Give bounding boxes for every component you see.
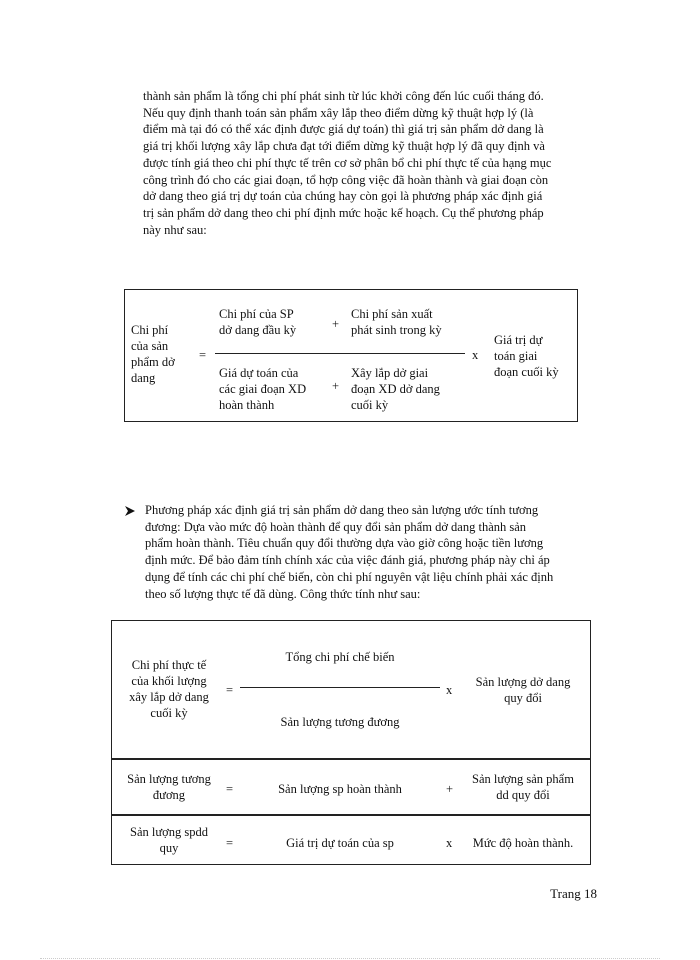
formula2-row2-lhs-line: Sản lượng tương: [127, 772, 211, 786]
formula1-numerator-a-line: dở dang đầu kỳ: [219, 323, 297, 337]
formula2-row1-lhs: [114, 657, 224, 721]
formula-box-2-row-1: [111, 620, 591, 760]
formula2-row1-lhs-line: của khối lượng: [131, 674, 207, 688]
formula2-row3-equals: =: [226, 836, 234, 850]
formula1-denominator-b-line: đoạn XD dở dang: [351, 382, 440, 396]
formula1-denominator-a: [219, 365, 331, 413]
formula2-row2-rhs: [464, 771, 582, 803]
formula2-row1-equals: =: [226, 683, 234, 697]
text-line: công trình đó cho các giai đoạn, tổ hợp công việc đã hoàn thành và giai đoạn còn: [143, 172, 549, 187]
formula2-row1-lhs-line: Chi phí thực tế: [131, 658, 207, 672]
formula2-row1-lhs-line: cuối kỳ: [150, 706, 188, 720]
text-line: điểm mà tại đó có thể xác định được giá dự toán) thì giá trị sản phẩm dở dang là: [143, 122, 544, 137]
formula1-numerator-b: [351, 306, 471, 338]
formula1-plus-top: +: [332, 317, 340, 331]
formula1-equals: =: [199, 348, 207, 362]
formula1-rhs: [494, 332, 572, 380]
formula1-denominator-a-line: các giai đoạn XD: [219, 382, 307, 396]
text-line: phẩm hoàn thành. Tiêu chuẩn quy đổi thường dựa vào giờ công hoặc tiền lương: [145, 536, 544, 551]
formula2-row3-lhs: [114, 824, 224, 856]
text-line: thành sản phẩm là tổng chi phí phát sinh từ lúc khởi công đến lúc cuối tháng đó.: [143, 89, 544, 103]
formula2-row2-rhs-line: dd quy đổi: [496, 788, 550, 802]
formula1-numerator-a: [219, 306, 331, 338]
formula2-row1-numerator: Tổng chi phí chế biến: [285, 650, 395, 664]
formula2-row1-denominator: Sản lượng tương đương: [280, 715, 400, 729]
formula1-numerator-b-line: Chi phí sản xuất: [351, 307, 433, 321]
text-line: này như sau:: [143, 222, 207, 237]
formula2-row2-plus: +: [446, 782, 454, 796]
formula1-lhs-line: của sản: [131, 339, 169, 353]
formula1-fraction-bar: [215, 353, 465, 354]
formula2-row3-rhs: Mức độ hoàn thành.: [472, 836, 574, 850]
formula2-row3-middle: Giá trị dự toán của sp: [286, 836, 394, 850]
formula1-rhs-line: toán giai: [494, 349, 538, 363]
formula2-row1-times: x: [446, 683, 453, 697]
text-line: trị sản phẩm dở dang theo chi phí định mức hoặc kế hoạch. Cụ thể phương pháp: [143, 205, 544, 220]
formula1-numerator-a-line: Chi phí của SP: [219, 307, 294, 321]
formula1-lhs-line: dang: [131, 371, 156, 385]
formula2-row3-lhs-line: Sản lượng spdd: [130, 825, 208, 839]
formula2-row1-rhs-line: Sản lượng dở dang: [475, 675, 571, 689]
formula-box-1: [124, 289, 578, 422]
text-line: đương: Dựa vào mức độ hoàn thành để quy đổi sản phẩm dở dang thành sản: [145, 519, 527, 534]
text-line: dụng để tính các chi phí chế biến, còn chi phí nguyên vật liệu chính phải xác định: [145, 569, 554, 584]
formula1-plus-bottom: +: [332, 379, 340, 393]
formula1-rhs-line: đoạn cuối kỳ: [494, 365, 559, 379]
formula1-denominator-b-line: cuối kỳ: [351, 398, 389, 412]
formula1-denominator-b-line: Xây lắp dở giai: [351, 366, 429, 380]
text-line: giá trị khối lượng xây lắp chưa đạt tới điểm dừng kỹ thuật hợp lý đã quy định và: [143, 139, 545, 154]
formula2-row2-lhs-line: đương: [152, 788, 186, 802]
formula2-row1-rhs: [464, 674, 582, 706]
intro-paragraph: [143, 88, 598, 238]
formula1-denominator-a-line: hoàn thành: [219, 398, 275, 412]
formula2-row1-lhs-line: xây lắp dở dang: [129, 690, 209, 704]
method-lead: Phương pháp xác định giá trị sản phẩm dở dang theo sản lượng ước tính tương: [145, 503, 539, 517]
formula1-lhs-line: Chi phí: [131, 323, 169, 337]
method-paragraph: [145, 502, 598, 602]
text-line: Nếu quy định thanh toán sản phẩm xây lắp theo điểm dừng kỹ thuật hợp lý (là: [143, 105, 534, 120]
formula1-rhs-line: Giá trị dự: [494, 333, 543, 347]
formula1-denominator-b: [351, 365, 466, 413]
page-bottom-divider: [40, 958, 660, 959]
text-line: được tính giá theo chi phí thực tế trên cơ sở phân bổ chi phí thực tế của hạng mục: [143, 155, 552, 170]
formula1-lhs-line: phẩm dở: [131, 355, 175, 369]
formula1-numerator-b-line: phát sinh trong kỳ: [351, 323, 442, 337]
text-line: định mức. Để bảo đảm tính chính xác của việc đánh giá, phương pháp này chỉ áp: [145, 553, 550, 568]
formula2-row1-fraction-bar: [240, 687, 440, 688]
formula1-denominator-a-line: Giá dự toán của: [219, 366, 299, 380]
formula1-times: x: [472, 348, 479, 362]
arrow-bullet-icon: [124, 504, 138, 518]
formula2-row2-middle: Sản lượng sp hoàn thành: [278, 782, 402, 796]
formula1-lhs: [131, 322, 195, 386]
formula2-row2-rhs-line: Sản lượng sản phẩm: [472, 772, 574, 786]
formula2-row3-lhs-line: quy: [159, 841, 179, 855]
text-line: dở dang theo giá trị dự toán của chúng hay còn gọi là phương pháp xác định giá: [143, 189, 543, 204]
page-number: Trang 18: [550, 886, 597, 901]
formula2-row2-lhs: [114, 771, 224, 803]
formula-box-2-row-3: [111, 814, 591, 865]
formula-box-2-row-2: [111, 758, 591, 816]
text-line: theo số lượng thực tế đã dùng. Công thức tính như sau:: [145, 586, 421, 601]
formula2-row1-rhs-line: quy đổi: [504, 691, 542, 705]
formula2-row3-times: x: [446, 836, 453, 850]
formula2-row2-equals: =: [226, 782, 234, 796]
